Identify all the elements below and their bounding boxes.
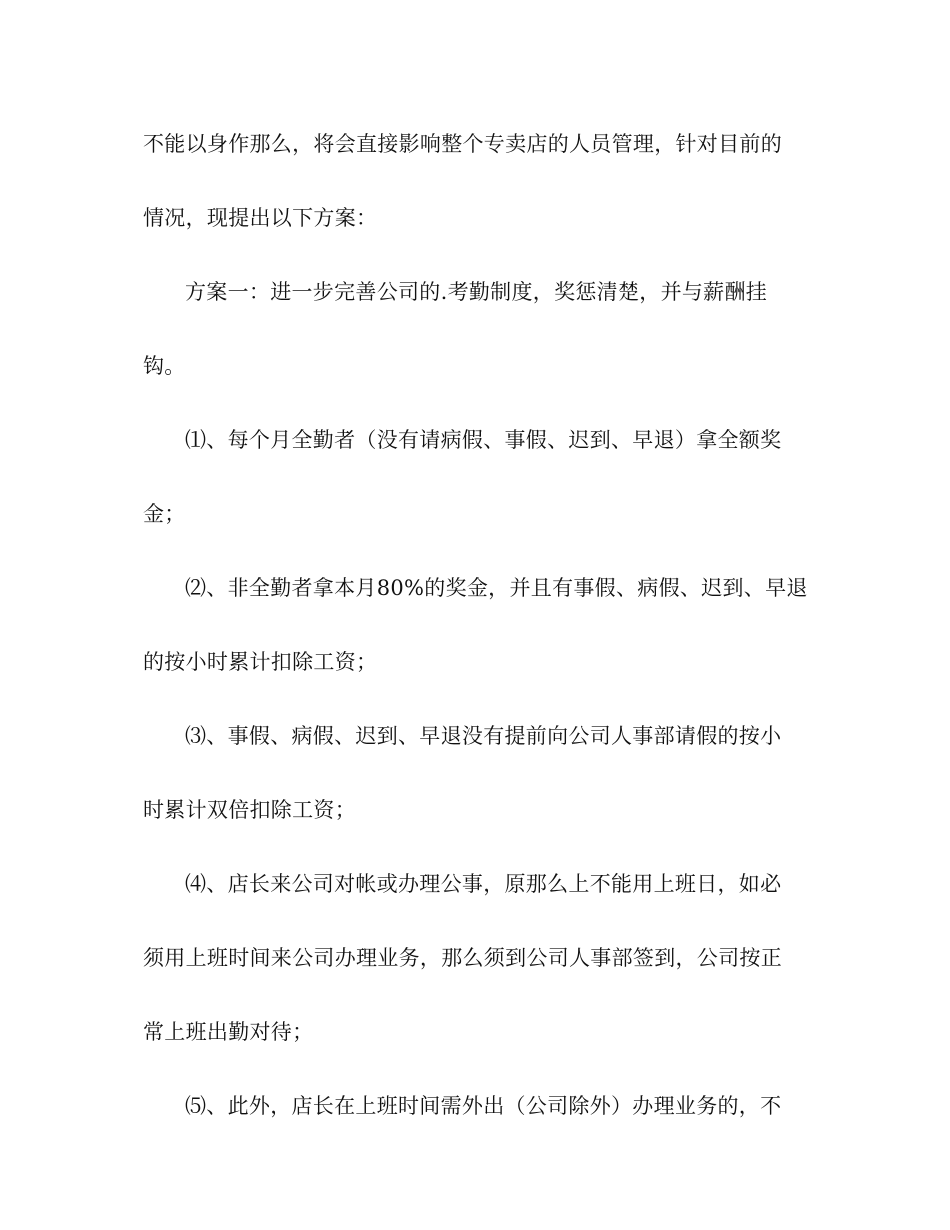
text-line: 时累计双倍扣除工资； [143,798,356,822]
paragraph-start-line: 方案一：进一步完善公司的.考勤制度，奖惩清楚，并与薪酬挂 [185,280,768,304]
list-item-1: ⑴、每个月全勤者（没有请病假、事假、迟到、早退）拿全额奖 [185,428,782,452]
text-line: 常上班出勤对待； [143,1020,314,1044]
text-line: 情况，现提出以下方案： [143,206,378,230]
text-line: 金； [143,502,186,526]
list-item-5: ⑸、此外，店长在上班时间需外出（公司除外）办理业务的，不 [185,1094,782,1118]
text-line: 须用上班时间来公司办理业务，那么须到公司人事部签到，公司按正 [143,946,782,970]
list-item-3: ⑶、事假、病假、迟到、早退没有提前向公司人事部请假的按小 [185,724,782,748]
list-item-4: ⑷、店长来公司对帐或办理公事，原那么上不能用上班日，如必 [185,872,782,896]
text-line: 的按小时累计扣除工资； [143,650,378,674]
text-line: 不能以身作那么，将会直接影响整个专卖店的人员管理，针对目前的 [143,132,782,156]
text-line: 钩。 [143,354,186,378]
list-item-2: ⑵、非全勤者拿本月80%的奖金，并且有事假、病假、迟到、早退 [185,576,808,600]
